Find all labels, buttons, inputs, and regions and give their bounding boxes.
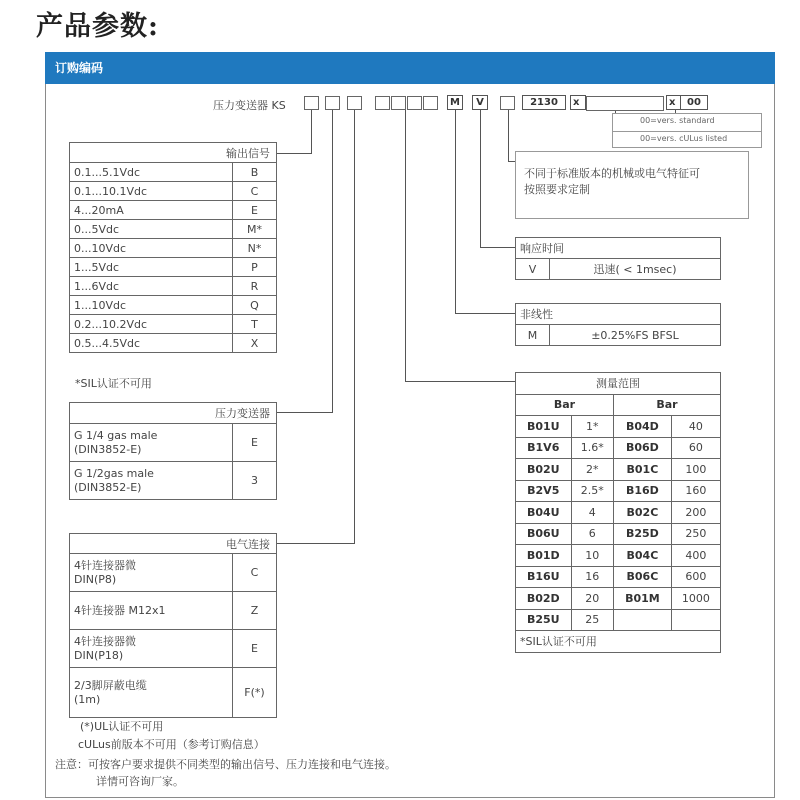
table-row: 4...20mA E xyxy=(70,201,277,220)
table-row: 0.2...10.2Vdc T xyxy=(70,315,277,334)
page-title: 产品参数: xyxy=(36,11,159,42)
table-row: B06U 6 B25D 250 xyxy=(516,523,721,545)
table-row: 0.1...10.1Vdc C xyxy=(70,182,277,201)
code-slot-range-2 xyxy=(391,96,406,110)
measuring-range-note: *SIL认证不可用 xyxy=(516,631,721,653)
nonlinearity-header: 非线性 xyxy=(516,304,721,325)
table-row: B02U 2* B01C 100 xyxy=(516,459,721,481)
code-slot-fixed: 2130 xyxy=(522,95,566,110)
version-option-culus: 00=vers. cULus listed xyxy=(640,134,728,143)
table-row: B16U 16 B06C 600 xyxy=(516,566,721,588)
table-row: B1V6 1.6* B06D 60 xyxy=(516,437,721,459)
unit-right: Bar xyxy=(613,394,720,416)
table-row: 1...10Vdc Q xyxy=(70,296,277,315)
table-row: M ±0.25%FS BFSL xyxy=(516,325,721,346)
table-row: 0...5Vdc M* xyxy=(70,220,277,239)
measuring-range-table xyxy=(515,372,721,653)
table-row: 0...10Vdc N* xyxy=(70,239,277,258)
nonlinearity-table xyxy=(515,303,721,346)
table-row: 1...6Vdc R xyxy=(70,277,277,296)
electrical-connection-header: 电气连接 xyxy=(70,534,277,554)
code-slot-version: 00 xyxy=(680,95,708,110)
code-slot-response: V xyxy=(472,95,488,110)
pressure-connection-table xyxy=(69,402,277,500)
electrical-note-culus: cULus前版本不可用（参考订购信息） xyxy=(78,738,265,751)
measuring-range-header: 测量范围 xyxy=(516,373,721,395)
custom-note-line: 不同于标准版本的机械或电气特征可 xyxy=(524,167,700,180)
code-slot-pressure xyxy=(325,96,340,110)
pressure-connection-header: 压力变送器 xyxy=(70,403,277,424)
footer-note-line: 详情可咨询厂家。 xyxy=(96,775,184,788)
table-row: B04U 4 B02C 200 xyxy=(516,502,721,524)
code-slot-electrical xyxy=(347,96,362,110)
code-slot-x2: x xyxy=(666,95,682,110)
table-row: 4针连接器微 DIN(P8) C xyxy=(70,554,277,592)
response-time-header: 响应时间 xyxy=(516,238,721,259)
electrical-note-ul: (*)UL认证不可用 xyxy=(80,720,164,733)
version-option-standard: 00=vers. standard xyxy=(640,116,715,125)
model-label: 压力变送器 KS xyxy=(213,99,286,112)
response-time-table xyxy=(515,237,721,280)
footer-note-line: 注意：可按客户要求提供不同类型的输出信号、压力连接和电气连接。 xyxy=(55,758,396,771)
custom-note-line: 按照要求定制 xyxy=(524,183,590,196)
table-row: B02D 20 B01M 1000 xyxy=(516,588,721,610)
output-signal-table xyxy=(69,142,277,353)
custom-note-box xyxy=(515,151,749,219)
output-signal-note: *SIL认证不可用 xyxy=(75,377,152,390)
electrical-connection-table xyxy=(69,533,277,718)
unit-left: Bar xyxy=(516,394,614,416)
table-row: 4针连接器微 DIN(P18) E xyxy=(70,630,277,668)
table-row: G 1/4 gas male (DIN3852-E) E xyxy=(70,424,277,462)
table-row: V 迅速( < 1msec) xyxy=(516,259,721,280)
banner-title: 订购编码 xyxy=(55,61,104,75)
table-row: B01U 1* B04D 40 xyxy=(516,416,721,438)
code-slot-blank xyxy=(586,96,664,111)
table-row: 4针连接器 M12x1 Z xyxy=(70,592,277,630)
table-row: B2V5 2.5* B16D 160 xyxy=(516,480,721,502)
code-slot-x1: x xyxy=(570,95,586,110)
section-banner xyxy=(45,52,775,84)
table-row: 0.5...4.5Vdc X xyxy=(70,334,277,353)
code-slot-range-4 xyxy=(423,96,438,110)
table-row: 2/3脚屏蔽电缆 (1m) F(*) xyxy=(70,668,277,718)
table-row: 0.1...5.1Vdc B xyxy=(70,163,277,182)
table-row: B01D 10 B04C 400 xyxy=(516,545,721,567)
code-slot-range-3 xyxy=(407,96,422,110)
output-signal-header: 输出信号 xyxy=(70,143,277,163)
code-slot-custom xyxy=(500,96,515,110)
table-row: 1...5Vdc P xyxy=(70,258,277,277)
table-row: B25U 25 xyxy=(516,609,721,631)
code-slot-output xyxy=(304,96,319,110)
code-slot-nonlinearity: M xyxy=(447,95,463,110)
code-slot-range-1 xyxy=(375,96,390,110)
table-row: G 1/2gas male (DIN3852-E) 3 xyxy=(70,462,277,500)
